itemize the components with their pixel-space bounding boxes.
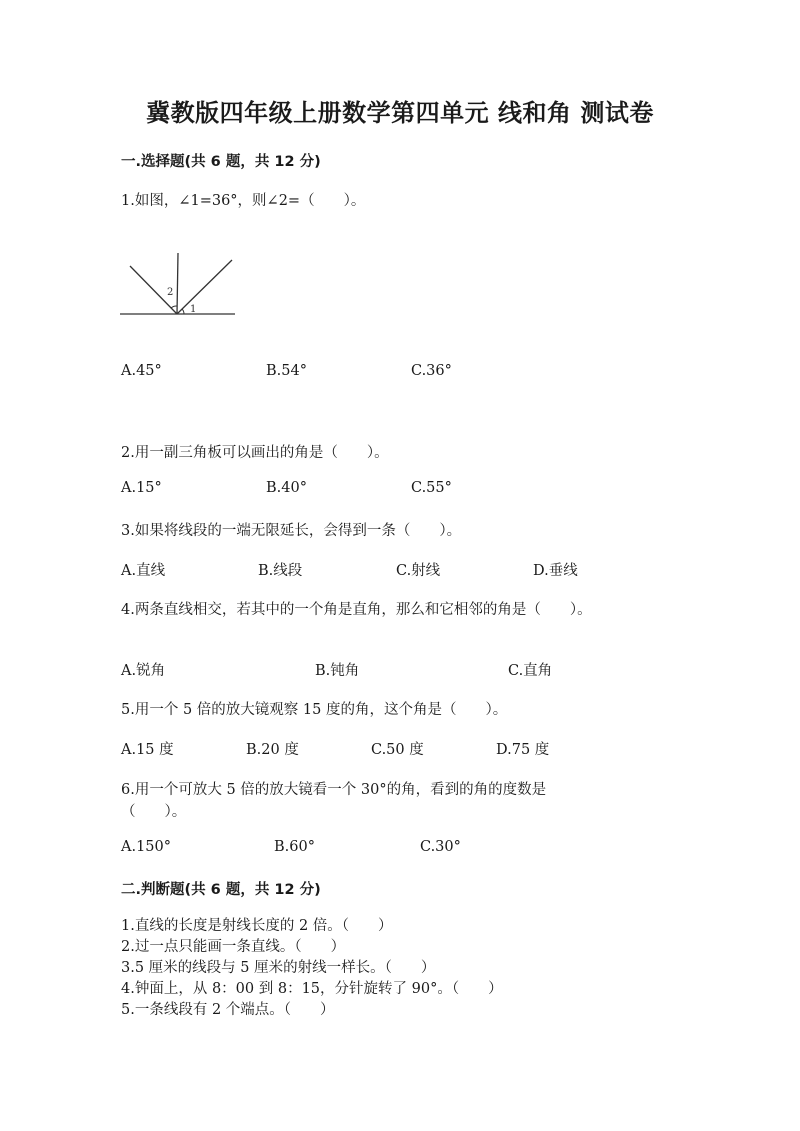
vertical-ray [177, 253, 178, 314]
option-a[interactable]: A.15 度 [121, 742, 174, 758]
angle-figure [115, 250, 245, 322]
angle-2-arc [171, 306, 177, 308]
option-a[interactable]: A.150° [121, 839, 172, 855]
question-2-text: 2.用一副三角板可以画出的角是（ ）。 [121, 445, 389, 461]
judgement-item-4: 4.钟面上，从 8：00 到 8：15，分针旋转了 90°。（ ） [121, 981, 503, 997]
option-a[interactable]: A.15° [121, 480, 162, 496]
option-b[interactable]: B.线段 [258, 563, 303, 579]
question-3-text: 3.如果将线段的一端无限延长，会得到一条（ ）。 [121, 523, 462, 539]
option-d[interactable]: D.垂线 [533, 563, 578, 579]
section-heading-choice: 一.选择题(共 6 题，共 12 分) [121, 154, 321, 170]
judgement-item-2: 2.过一点只能画一条直线。（ ） [121, 939, 346, 955]
question-4-text: 4.两条直线相交，若其中的一个角是直角，那么和它相邻的角是（ ）。 [121, 602, 592, 618]
option-b[interactable]: B.54° [266, 363, 307, 379]
option-a[interactable]: A.直线 [121, 563, 166, 579]
question-5-text: 5.用一个 5 倍的放大镜观察 15 度的角，这个角是（ ）。 [121, 702, 508, 718]
section-heading-judgement: 二.判断题(共 6 题，共 12 分) [121, 882, 321, 898]
option-a[interactable]: A.锐角 [121, 663, 166, 679]
right-ray [177, 260, 232, 314]
angle-1-label: 1 [190, 304, 197, 315]
option-d[interactable]: D.75 度 [496, 742, 550, 758]
option-b[interactable]: B.60° [274, 839, 315, 855]
option-b[interactable]: B.钝角 [315, 663, 360, 679]
page-title: 冀教版四年级上册数学第四单元 线和角 测试卷 [146, 99, 654, 127]
option-c[interactable]: C.36° [411, 363, 452, 379]
judgement-item-5: 5.一条线段有 2 个端点。（ ） [121, 1002, 335, 1018]
option-a[interactable]: A.45° [121, 363, 162, 379]
option-c[interactable]: C.50 度 [371, 742, 424, 758]
question-6-text-line2: （ ）。 [121, 804, 187, 820]
judgement-item-1: 1.直线的长度是射线长度的 2 倍。（ ） [121, 918, 393, 934]
option-b[interactable]: B.40° [266, 480, 307, 496]
question-1-text: 1.如图，∠1=36°，则∠2=（ ）。 [121, 193, 366, 209]
option-c[interactable]: C.30° [420, 839, 461, 855]
option-b[interactable]: B.20 度 [246, 742, 299, 758]
judgement-item-3: 3.5 厘米的线段与 5 厘米的射线一样长。（ ） [121, 960, 436, 976]
angle-1-arc [182, 309, 184, 314]
option-c[interactable]: C.55° [411, 480, 452, 496]
option-c[interactable]: C.射线 [396, 563, 441, 579]
question-6-text-line1: 6.用一个可放大 5 倍的放大镜看一个 30°的角，看到的角的度数是 [121, 782, 547, 798]
angle-2-label: 2 [167, 287, 174, 298]
option-c[interactable]: C.直角 [508, 663, 553, 679]
